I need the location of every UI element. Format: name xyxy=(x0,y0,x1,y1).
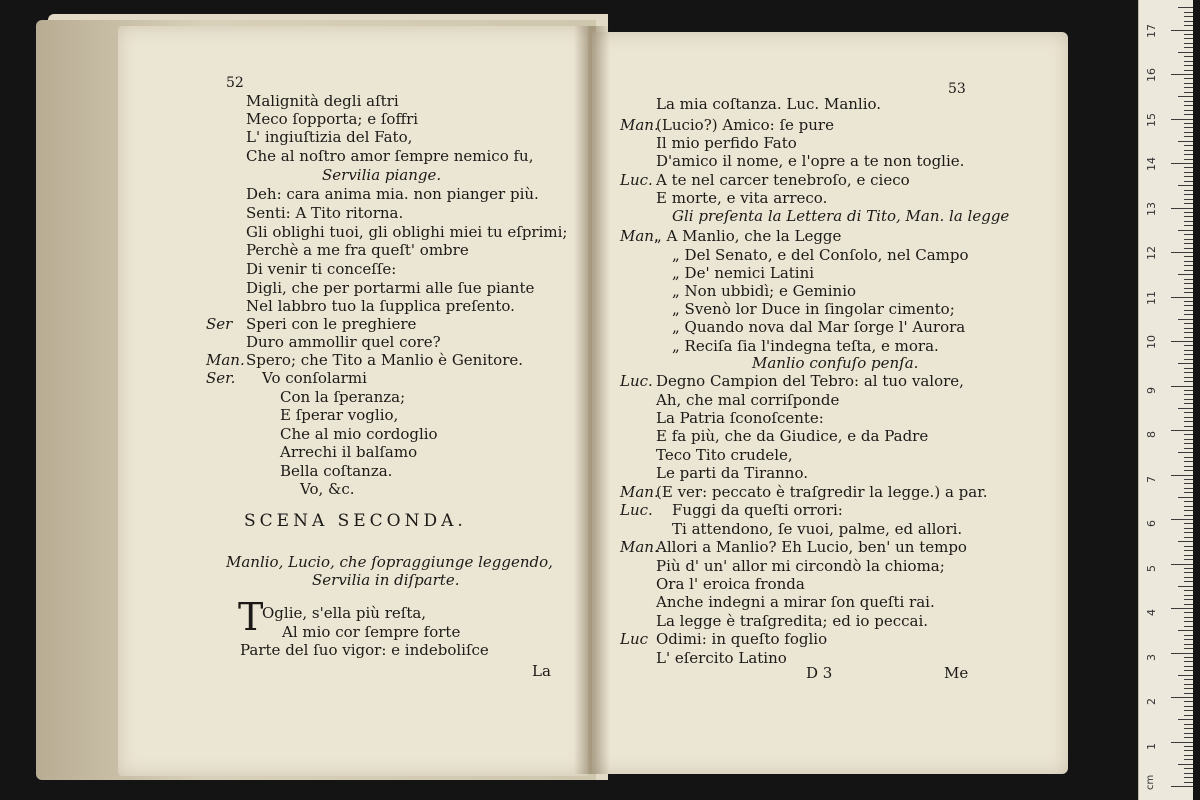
ruler-tick xyxy=(1184,555,1193,556)
ruler-tick xyxy=(1184,288,1193,289)
ruler-tick xyxy=(1184,657,1193,658)
verse-line: Degno Campion del Tebro: al tuo valore, xyxy=(656,372,964,390)
ruler-tick xyxy=(1184,479,1193,480)
speaker-label: Ser xyxy=(206,315,233,333)
speaker-label: Man. xyxy=(620,483,659,501)
verse-line: Vo, &c. xyxy=(300,480,355,498)
verse-line: Senti: A Tito ritorna. xyxy=(246,204,404,222)
verse-line: Più d' un' allor mi circondò la chioma; xyxy=(656,557,945,575)
ruler-number: 8 xyxy=(1145,431,1158,438)
ruler-number: 9 xyxy=(1145,386,1158,394)
ruler-tick xyxy=(1178,675,1193,676)
ruler-tick xyxy=(1178,497,1193,498)
verse-line: Che al noſtro amor ſempre nemico fu, xyxy=(246,147,534,165)
ruler-tick xyxy=(1184,648,1193,649)
ruler-tick xyxy=(1184,728,1193,729)
ruler-number: 6 xyxy=(1145,520,1158,527)
verse-line: Allori a Manlio? Eh Lucio, ben' un tempo xyxy=(656,538,967,556)
ruler-tick xyxy=(1184,782,1193,783)
ruler-tick xyxy=(1184,501,1193,502)
ruler-tick xyxy=(1171,786,1193,787)
ruler-tick xyxy=(1184,328,1193,329)
ruler-tick xyxy=(1184,390,1193,391)
ruler-tick xyxy=(1184,292,1193,293)
ruler-tick xyxy=(1171,519,1193,520)
ruler-tick xyxy=(1184,354,1193,355)
ruler-tick xyxy=(1184,777,1193,778)
verse-line: Gli preſenta la Lettera di Tito, Man. la legge xyxy=(672,207,1010,225)
ruler-tick xyxy=(1184,532,1193,533)
ruler-tick xyxy=(1178,7,1193,8)
verse-line: Al mio cor ſempre forte xyxy=(282,623,461,641)
speaker-label: Ser. xyxy=(206,369,236,387)
stage-direction: Manlio, Lucio, che ſopraggiunge leggendo, xyxy=(226,553,553,571)
ruler-tick xyxy=(1184,399,1193,400)
ruler-tick xyxy=(1171,341,1193,342)
ruler-tick xyxy=(1171,163,1193,164)
ruler-tick xyxy=(1184,105,1193,106)
ruler-tick xyxy=(1184,332,1193,333)
speaker-label: Man. xyxy=(620,227,659,245)
ruler-tick xyxy=(1184,314,1193,315)
ruler-tick xyxy=(1184,595,1193,596)
verse-line: „ De' nemici Latini xyxy=(672,264,815,282)
ruler-tick xyxy=(1184,38,1193,39)
ruler-tick xyxy=(1184,256,1193,257)
ruler-tick xyxy=(1171,386,1193,387)
ruler-tick xyxy=(1184,768,1193,769)
book-gutter xyxy=(574,26,610,774)
ruler-number: 11 xyxy=(1145,290,1158,305)
verse-line: L' eſercito Latino xyxy=(656,649,787,667)
ruler-tick xyxy=(1184,159,1193,160)
drop-cap: T xyxy=(238,595,264,639)
ruler-tick xyxy=(1184,773,1193,774)
ruler-tick xyxy=(1184,301,1193,302)
ruler-tick xyxy=(1184,612,1193,613)
ruler-tick xyxy=(1184,12,1193,13)
verse-line: Digli, che per portarmi alle ſue piante xyxy=(246,279,535,297)
ruler-tick xyxy=(1184,639,1193,640)
ruler-tick xyxy=(1184,737,1193,738)
ruler-tick xyxy=(1184,604,1193,605)
ruler-tick xyxy=(1184,679,1193,680)
verse-line: „ Non ubbidì; e Geminio xyxy=(672,282,857,300)
ruler-tick xyxy=(1184,568,1193,569)
ruler-tick xyxy=(1184,87,1193,88)
verse-line: Fuggi da queſti orrori: xyxy=(672,501,843,519)
ruler-tick xyxy=(1184,47,1193,48)
ruler-tick xyxy=(1184,706,1193,707)
verse-line: Gli oblighi tuoi, gli oblighi miei tu eſprimi; xyxy=(246,223,568,241)
ruler-tick xyxy=(1184,434,1193,435)
ruler-tick xyxy=(1184,661,1193,662)
ruler-tick xyxy=(1184,181,1193,182)
verse-line: Bella coſtanza. xyxy=(280,462,393,480)
ruler-tick xyxy=(1178,452,1193,453)
ruler-tick xyxy=(1184,92,1193,93)
speaker-label: Luc. xyxy=(620,171,653,189)
ruler-tick xyxy=(1184,305,1193,306)
ruler-tick xyxy=(1178,141,1193,142)
ruler-tick xyxy=(1184,572,1193,573)
verse-line: Deh: cara anima mia. non pianger più. xyxy=(246,185,539,203)
ruler-tick xyxy=(1184,136,1193,137)
ruler-tick xyxy=(1184,510,1193,511)
ruler-tick xyxy=(1184,167,1193,168)
verse-line: (Lucio?) Amico: ſe pure xyxy=(656,116,834,134)
ruler-tick xyxy=(1184,248,1193,249)
ruler-tick xyxy=(1178,408,1193,409)
ruler-tick xyxy=(1184,203,1193,204)
verse-line: Nel labbro tuo la ſupplica preſento. xyxy=(246,297,515,315)
ruler-tick xyxy=(1184,417,1193,418)
ruler-tick xyxy=(1184,715,1193,716)
ruler-tick xyxy=(1184,523,1193,524)
ruler-tick xyxy=(1171,74,1193,75)
ruler-tick xyxy=(1178,363,1193,364)
ruler-tick xyxy=(1184,61,1193,62)
ruler-number: 1 xyxy=(1145,742,1158,750)
ruler-tick xyxy=(1184,693,1193,694)
ruler-tick xyxy=(1184,448,1193,449)
page-number-right: 53 xyxy=(948,81,966,97)
ruler-tick xyxy=(1184,537,1193,538)
ruler-tick xyxy=(1184,746,1193,747)
ruler-tick xyxy=(1171,430,1193,431)
ruler-number: 13 xyxy=(1145,201,1158,216)
ruler-tick xyxy=(1184,635,1193,636)
ruler-tick xyxy=(1184,345,1193,346)
ruler-tick xyxy=(1171,608,1193,609)
ruler-number: 14 xyxy=(1145,157,1158,171)
ruler-tick xyxy=(1184,221,1193,222)
ruler-tick xyxy=(1184,546,1193,547)
ruler-number: 12 xyxy=(1145,246,1158,260)
verse-line: „ A Manlio, che la Legge xyxy=(654,227,842,245)
ruler-tick xyxy=(1184,724,1193,725)
ruler-tick xyxy=(1184,34,1193,35)
ruler-number: 17 xyxy=(1145,23,1158,38)
ruler-tick xyxy=(1184,403,1193,404)
speaker-label: Man. xyxy=(620,116,659,134)
verse-line: D'amico il nome, e l'opre a te non toglie. xyxy=(656,152,965,170)
ruler-tick xyxy=(1184,154,1193,155)
ruler-tick xyxy=(1184,688,1193,689)
verse-line: Ah, che mal corriſponde xyxy=(656,391,840,409)
ruler-number: 2 xyxy=(1145,698,1158,705)
verse-line: La mia coſtanza. Luc. Manlio. xyxy=(656,95,882,113)
ruler-tick xyxy=(1184,626,1193,627)
verse-line: (E ver: peccato è traſgredir la legge.) a par. xyxy=(656,483,988,501)
ruler-tick xyxy=(1184,176,1193,177)
ruler-tick xyxy=(1184,759,1193,760)
ruler-tick xyxy=(1184,243,1193,244)
ruler-tick xyxy=(1178,719,1193,720)
verse-line: Con la ſperanza; xyxy=(280,388,406,406)
verse-line: Ora l' eroica fronda xyxy=(656,575,805,593)
verse-line: „ Del Senato, e del Conſolo, nel Campo xyxy=(672,246,969,264)
ruler-tick xyxy=(1184,323,1193,324)
speaker-label: Luc. xyxy=(620,372,653,390)
ruler-tick xyxy=(1178,230,1193,231)
ruler-tick xyxy=(1184,701,1193,702)
ruler-tick xyxy=(1184,310,1193,311)
verse-line: „ Svenò lor Duce in ſingolar cimento; xyxy=(672,300,955,318)
ruler-tick xyxy=(1184,239,1193,240)
ruler-tick xyxy=(1184,617,1193,618)
ruler-tick xyxy=(1184,590,1193,591)
ruler-tick xyxy=(1171,564,1193,565)
ruler-tick xyxy=(1178,630,1193,631)
ruler-tick xyxy=(1184,145,1193,146)
ruler-unit: cm xyxy=(1145,774,1156,790)
ruler-tick xyxy=(1184,83,1193,84)
ruler-tick xyxy=(1178,586,1193,587)
verse-line: Ti attendono, ſe vuoi, palme, ed allori. xyxy=(672,520,963,538)
ruler-tick xyxy=(1184,492,1193,493)
ruler-tick xyxy=(1184,439,1193,440)
ruler-tick xyxy=(1184,483,1193,484)
ruler-tick xyxy=(1184,710,1193,711)
ruler-tick xyxy=(1184,644,1193,645)
verse-line: La legge è traſgredita; ed io peccai. xyxy=(656,612,929,630)
ruler-tick xyxy=(1184,190,1193,191)
ruler-tick xyxy=(1184,470,1193,471)
verse-line: „ Quando nova dal Mar ſorge l' Aurora xyxy=(672,318,966,336)
ruler-tick xyxy=(1171,252,1193,253)
verse-line: Di venir ti conceſſe: xyxy=(246,260,397,278)
ruler-tick xyxy=(1184,377,1193,378)
ruler-number: 10 xyxy=(1145,335,1158,349)
ruler-number: 5 xyxy=(1145,564,1158,572)
speaker-label: Luc xyxy=(620,630,649,648)
ruler-tick xyxy=(1184,577,1193,578)
verse-line: Odimi: in queſto foglio xyxy=(656,630,828,648)
ruler-tick xyxy=(1184,559,1193,560)
ruler-tick xyxy=(1184,750,1193,751)
ruler-tick xyxy=(1184,337,1193,338)
ruler-tick xyxy=(1184,426,1193,427)
ruler-tick xyxy=(1184,25,1193,26)
ruler-tick xyxy=(1184,101,1193,102)
ruler-tick xyxy=(1171,653,1193,654)
ruler-tick xyxy=(1184,621,1193,622)
ruler-tick xyxy=(1184,234,1193,235)
verse-line: Duro ammollir quel core? xyxy=(246,333,441,351)
ruler-tick xyxy=(1184,150,1193,151)
ruler-tick xyxy=(1184,443,1193,444)
ruler-tick xyxy=(1184,372,1193,373)
verse-line: Perchè a me fra queſt' ombre xyxy=(246,241,469,259)
verse-line: Che al mio cordoglio xyxy=(280,425,438,443)
speaker-label: Luc. xyxy=(620,501,653,519)
stage-direction: Servilia in diſparte. xyxy=(312,571,460,589)
verse-line: Malignità degli aſtri xyxy=(246,92,399,110)
ruler-tick xyxy=(1184,270,1193,271)
ruler-tick xyxy=(1184,488,1193,489)
ruler-tick xyxy=(1184,56,1193,57)
verse-line: „ Reciſa ſia l'indegna teſta, e mora. xyxy=(672,337,939,355)
ruler-tick xyxy=(1184,127,1193,128)
ruler-tick xyxy=(1184,65,1193,66)
ruler-tick xyxy=(1184,550,1193,551)
ruler-tick xyxy=(1184,421,1193,422)
ruler-tick xyxy=(1184,359,1193,360)
ruler-tick xyxy=(1184,733,1193,734)
verse-line: Il mio perfido Fato xyxy=(656,134,797,152)
ruler-tick xyxy=(1184,412,1193,413)
verse-line: Speri con le preghiere xyxy=(246,315,417,333)
ruler-number: 3 xyxy=(1145,653,1158,661)
speaker-label: Man. xyxy=(206,351,245,369)
verse-line: Anche indegni a mirar ſon queſti rai. xyxy=(656,593,935,611)
verse-line: E fa più, che da Giudice, e da Padre xyxy=(656,427,929,445)
ruler-tick xyxy=(1184,666,1193,667)
ruler-tick xyxy=(1184,212,1193,213)
ruler-tick xyxy=(1184,21,1193,22)
verse-line: L' ingiuſtizia del Fato, xyxy=(246,128,413,146)
ruler-tick xyxy=(1184,225,1193,226)
ruler-tick xyxy=(1184,515,1193,516)
verse-line: Oglie, s'ella più reſta, xyxy=(262,604,427,622)
ruler-tick xyxy=(1178,274,1193,275)
ruler-tick xyxy=(1171,30,1193,31)
ruler-tick xyxy=(1178,764,1193,765)
verse-line: Meco ſopporta; e ſoffri xyxy=(246,110,419,128)
verse-line: Le parti da Tiranno. xyxy=(656,464,808,482)
ruler-tick xyxy=(1184,599,1193,600)
ruler-tick xyxy=(1184,265,1193,266)
verse-line: Teco Tito crudele, xyxy=(656,446,793,464)
ruler-tick xyxy=(1184,110,1193,111)
ruler-tick xyxy=(1184,132,1193,133)
ruler-tick xyxy=(1178,185,1193,186)
verse-line: Spero; che Tito a Manlio è Genitore. xyxy=(246,351,524,369)
ruler-number: 4 xyxy=(1145,609,1158,616)
ruler-tick xyxy=(1184,381,1193,382)
ruler-tick xyxy=(1171,119,1193,120)
ruler-number: 7 xyxy=(1145,475,1158,483)
ruler-tick xyxy=(1171,742,1193,743)
ruler-tick xyxy=(1184,123,1193,124)
ruler-tick xyxy=(1178,541,1193,542)
verse-line: E morte, e vita arreco. xyxy=(656,189,828,207)
ruler-tick xyxy=(1184,199,1193,200)
ruler-tick xyxy=(1184,368,1193,369)
verse-line: A te nel carcer tenebroſo, e cieco xyxy=(656,171,910,189)
signature-mark: D 3 xyxy=(806,664,833,682)
ruler-tick xyxy=(1178,96,1193,97)
speaker-label: Man. xyxy=(620,538,659,556)
ruler-tick xyxy=(1184,216,1193,217)
measurement-ruler xyxy=(1138,0,1193,800)
verse-line: La Patria ſconoſcente: xyxy=(656,409,824,427)
ruler-tick xyxy=(1184,466,1193,467)
ruler-tick xyxy=(1184,394,1193,395)
verse-line: Manlio confuſo penſa. xyxy=(752,354,919,372)
ruler-tick xyxy=(1184,114,1193,115)
ruler-tick xyxy=(1178,52,1193,53)
ruler-number: 16 xyxy=(1145,68,1158,82)
verse-line: Parte del ſuo vigor: e indeboliſce xyxy=(240,641,489,659)
ruler-tick xyxy=(1178,319,1193,320)
ruler-tick xyxy=(1184,506,1193,507)
page-number-left: 52 xyxy=(226,75,244,91)
ruler-tick xyxy=(1184,755,1193,756)
ruler-tick xyxy=(1184,461,1193,462)
ruler-tick xyxy=(1184,70,1193,71)
ruler-tick xyxy=(1184,261,1193,262)
ruler-tick xyxy=(1184,350,1193,351)
ruler-tick xyxy=(1184,684,1193,685)
verse-line: Vo conſolarmi xyxy=(262,369,367,387)
ruler-tick xyxy=(1184,78,1193,79)
ruler-tick xyxy=(1184,194,1193,195)
ruler-tick xyxy=(1184,457,1193,458)
ruler-tick xyxy=(1184,279,1193,280)
ruler-tick xyxy=(1184,172,1193,173)
ruler-tick xyxy=(1184,283,1193,284)
ruler-tick xyxy=(1184,581,1193,582)
ruler-tick xyxy=(1184,528,1193,529)
ruler-tick xyxy=(1171,697,1193,698)
catchword: La xyxy=(532,662,551,680)
scene-heading: SCENA SECONDA. xyxy=(244,511,467,531)
catchword: Me xyxy=(944,664,969,682)
ruler-tick xyxy=(1184,16,1193,17)
verse-line: Servilia piange. xyxy=(322,166,442,184)
ruler-tick xyxy=(1184,43,1193,44)
verse-line: E ſperar voglio, xyxy=(280,406,399,424)
ruler-number: 15 xyxy=(1145,112,1158,127)
ruler-tick xyxy=(1171,297,1193,298)
ruler-tick xyxy=(1171,208,1193,209)
ruler-tick xyxy=(1184,670,1193,671)
ruler-tick xyxy=(1171,475,1193,476)
verse-line: Arrechi il balſamo xyxy=(280,443,418,461)
